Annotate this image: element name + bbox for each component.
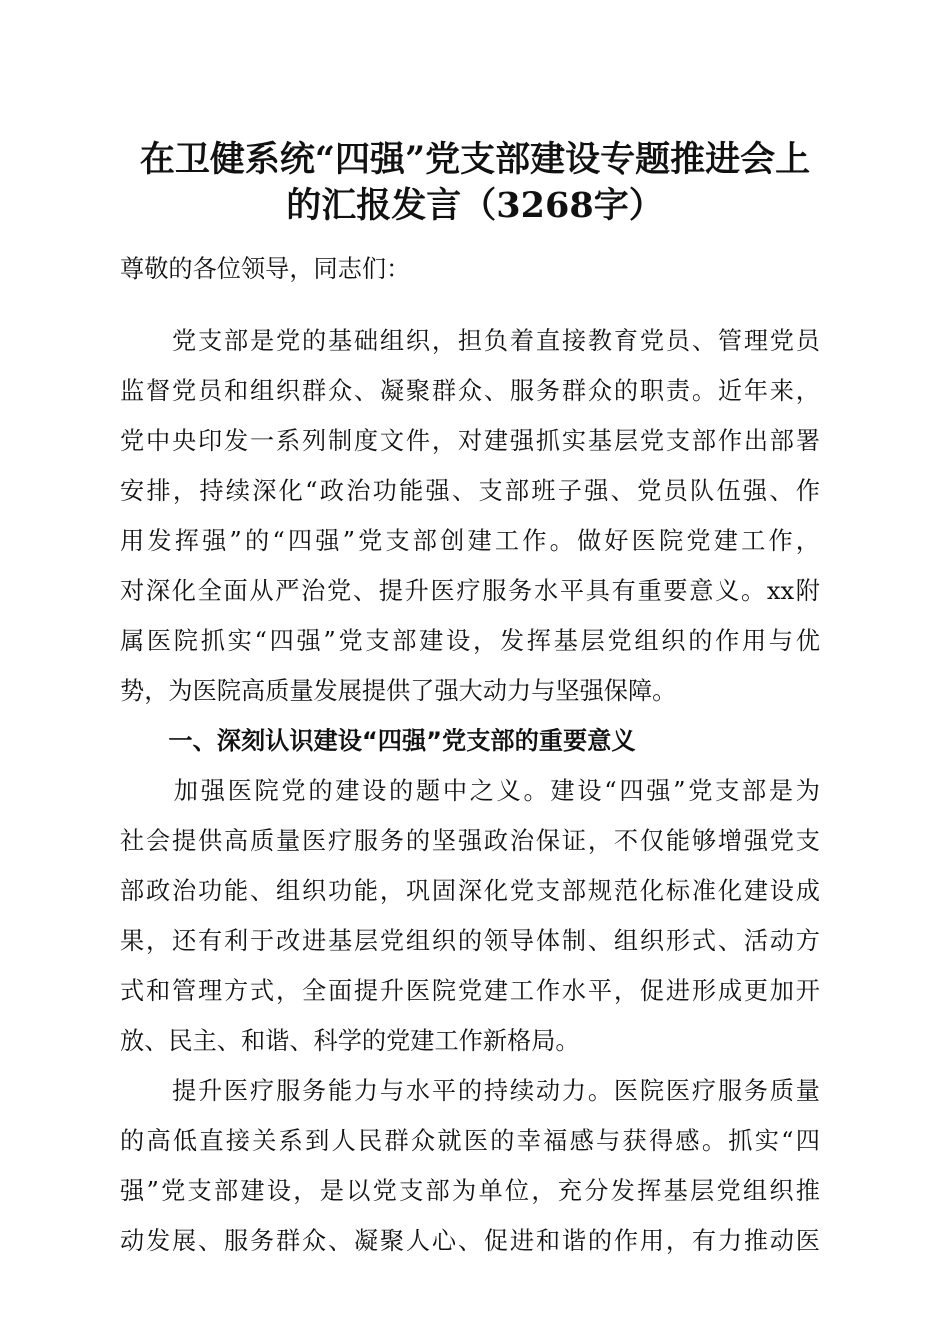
paragraph-line: 势，为医院高质量发展提供了强大动力与坚强保障。 xyxy=(120,677,677,705)
paragraph-line: 部政治功能、组织功能，巩固深化党支部规范化标准化建设成 xyxy=(120,877,820,905)
document-title-line-1: 在卫健系统“四强”党支部建设专题推进会上 xyxy=(139,139,811,180)
paragraph-line: 对深化全面从严治党、提升医疗服务水平具有重要意义。xx附 xyxy=(120,577,820,605)
paragraph-line: 加强医院党的建设的题中之义。建设“四强”党支部是为 xyxy=(120,777,820,805)
section-heading: 一、深刻认识建设“四强”党支部的重要意义 xyxy=(120,727,636,755)
paragraph-line: 社会提供高质量医疗服务的坚强政治保证，不仅能够增强党支 xyxy=(120,827,820,855)
paragraph-line: 监督党员和组织群众、凝聚群众、服务群众的职责。近年来， xyxy=(120,377,820,405)
paragraph-line: 放、民主、和谐、科学的党建工作新格局。 xyxy=(120,1027,580,1055)
paragraph-line: 用发挥强”的“四强”党支部创建工作。做好医院党建工作， xyxy=(120,527,820,555)
paragraph-line: 党支部是党的基础组织，担负着直接教育党员、管理党员 xyxy=(120,327,820,355)
paragraph-line: 党中央印发一系列制度文件，对建强抓实基层党支部作出部署 xyxy=(120,427,820,455)
paragraph-line: 的高低直接关系到人民群众就医的幸福感与获得感。抓实“四 xyxy=(120,1127,820,1155)
paragraph-line: 动发展、服务群众、凝聚人心、促进和谐的作用，有力推动医 xyxy=(120,1227,820,1255)
paragraph-line: 安排，持续深化“政治功能强、支部班子强、党员队伍强、作 xyxy=(120,477,820,505)
document-title-line-2: 的汇报发言（3268字） xyxy=(286,185,664,226)
paragraph-line: 式和管理方式，全面提升医院党建工作水平，促进形成更加开 xyxy=(120,977,820,1005)
paragraph-line: 果，还有利于改进基层党组织的领导体制、组织形式、活动方 xyxy=(120,927,820,955)
paragraph-line: 强”党支部建设，是以党支部为单位，充分发挥基层党组织推 xyxy=(120,1177,820,1205)
paragraph-line: 提升医疗服务能力与水平的持续动力。医院医疗服务质量 xyxy=(120,1077,820,1105)
salutation: 尊敬的各位领导，同志们： xyxy=(120,255,411,283)
paragraph-line: 属医院抓实“四强”党支部建设，发挥基层党组织的作用与优 xyxy=(120,627,820,655)
